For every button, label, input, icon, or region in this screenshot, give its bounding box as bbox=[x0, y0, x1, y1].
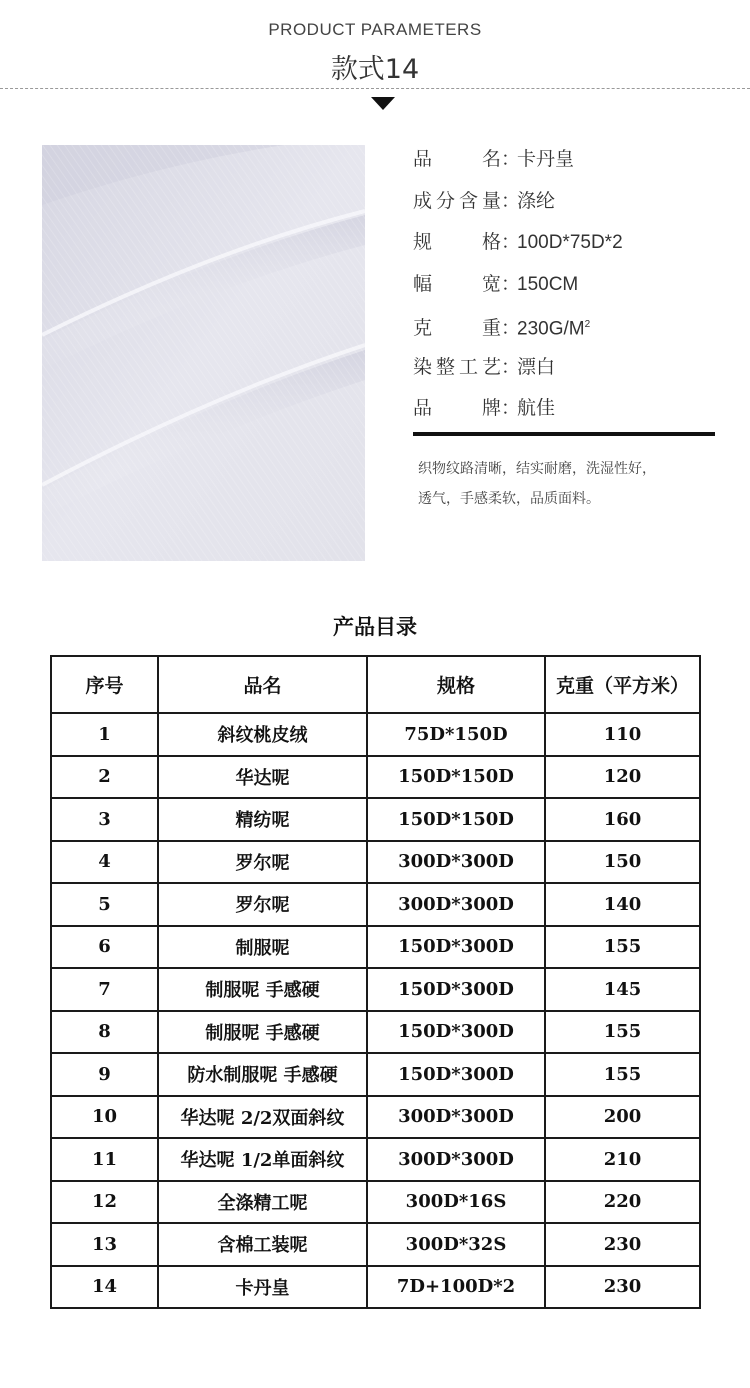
param-colon: ： bbox=[501, 397, 521, 419]
cell-spec: 150D*300D bbox=[367, 968, 545, 1011]
param-label: 幅宽 bbox=[413, 272, 501, 295]
param-colon: ： bbox=[501, 231, 521, 253]
param-row-weight bbox=[413, 308, 733, 350]
cell-name: 含棉工装呢 bbox=[158, 1223, 367, 1266]
cell-weight: 230 bbox=[545, 1223, 700, 1266]
cell-weight: 230 bbox=[545, 1266, 700, 1309]
cell-spec: 7D+100D*2 bbox=[367, 1266, 545, 1309]
cell-weight: 210 bbox=[545, 1138, 700, 1181]
cell-name: 精纺呢 bbox=[158, 798, 367, 841]
table-row bbox=[51, 1223, 700, 1266]
cell-index: 2 bbox=[51, 756, 158, 799]
param-row-spec bbox=[413, 225, 733, 267]
description-line: 透气，手感柔软，品质面料。 bbox=[418, 491, 600, 507]
table-row bbox=[51, 1011, 700, 1054]
cell-weight: 145 bbox=[545, 968, 700, 1011]
catalog-title: 产品目录 bbox=[333, 614, 417, 639]
cell-index: 8 bbox=[51, 1011, 158, 1054]
cell-name: 全涤精工呢 bbox=[158, 1181, 367, 1224]
cell-weight: 110 bbox=[545, 713, 700, 756]
param-value bbox=[517, 308, 590, 346]
header-spec: 规格 bbox=[367, 656, 545, 713]
header-title-en: PRODUCT PARAMETERS bbox=[268, 20, 482, 39]
param-value: 涤纶 bbox=[517, 190, 556, 212]
cell-spec: 300D*16S bbox=[367, 1181, 545, 1224]
table-row bbox=[51, 756, 700, 799]
cell-spec: 150D*300D bbox=[367, 1053, 545, 1096]
cell-name: 华达呢 bbox=[158, 756, 367, 799]
param-value: 漂白 bbox=[517, 356, 556, 378]
param-row-finishing bbox=[413, 350, 733, 392]
table-header-row bbox=[51, 656, 700, 713]
cell-weight: 200 bbox=[545, 1096, 700, 1139]
cell-index: 7 bbox=[51, 968, 158, 1011]
param-label: 品名 bbox=[413, 148, 501, 170]
product-description bbox=[418, 454, 718, 514]
param-colon: ： bbox=[501, 272, 521, 295]
param-divider bbox=[413, 432, 715, 436]
cell-name: 制服呢 手感硬 bbox=[158, 1011, 367, 1054]
param-row-brand bbox=[413, 391, 733, 433]
cell-index: 1 bbox=[51, 713, 158, 756]
cell-index: 4 bbox=[51, 841, 158, 884]
cell-name: 防水制服呢 手感硬 bbox=[158, 1053, 367, 1096]
table-row bbox=[51, 798, 700, 841]
cell-spec: 75D*150D bbox=[367, 713, 545, 756]
param-label: 成分含量 bbox=[413, 189, 501, 212]
header-name: 品名 bbox=[158, 656, 367, 713]
param-colon: ： bbox=[501, 317, 521, 340]
table-row bbox=[51, 841, 700, 884]
cell-weight: 160 bbox=[545, 798, 700, 841]
table-row bbox=[51, 1181, 700, 1224]
param-value: 航佳 bbox=[517, 398, 556, 419]
cell-weight: 155 bbox=[545, 1053, 700, 1096]
header-index: 序号 bbox=[51, 656, 158, 713]
table-row bbox=[51, 1138, 700, 1181]
cell-name: 制服呢 bbox=[158, 926, 367, 969]
table-row bbox=[51, 1053, 700, 1096]
cell-spec: 300D*300D bbox=[367, 1096, 545, 1139]
table-row bbox=[51, 883, 700, 926]
cell-name: 罗尔呢 bbox=[158, 883, 367, 926]
cell-weight: 150 bbox=[545, 841, 700, 884]
product-catalog-table bbox=[50, 655, 701, 1309]
param-value: 100D*75D*2 bbox=[517, 232, 623, 253]
cell-index: 11 bbox=[51, 1138, 158, 1181]
cell-spec: 300D*32S bbox=[367, 1223, 545, 1266]
description-line: 织物纹路清晰，结实耐磨，洗湿性好， bbox=[418, 461, 656, 477]
cell-index: 13 bbox=[51, 1223, 158, 1266]
cell-name: 罗尔呢 bbox=[158, 841, 367, 884]
cell-weight: 140 bbox=[545, 883, 700, 926]
param-label: 克重 bbox=[413, 317, 501, 340]
cell-spec: 300D*300D bbox=[367, 1138, 545, 1181]
cell-name: 卡丹皇 bbox=[158, 1266, 367, 1309]
cell-spec: 300D*300D bbox=[367, 841, 545, 884]
param-value: 150CM bbox=[517, 273, 579, 295]
param-row-name bbox=[413, 142, 733, 184]
cell-name: 华达呢 2/2双面斜纹 bbox=[158, 1096, 367, 1139]
table-row bbox=[51, 1266, 700, 1309]
cell-spec: 300D*300D bbox=[367, 883, 545, 926]
page-header bbox=[0, 0, 750, 120]
table-row bbox=[51, 968, 700, 1011]
parameter-list bbox=[413, 142, 733, 433]
param-value-superscript: 2 bbox=[584, 319, 591, 330]
triangle-down-icon bbox=[371, 97, 395, 110]
header-title-cn: 款式14 bbox=[330, 54, 420, 85]
param-label: 品牌 bbox=[413, 397, 501, 419]
cell-name: 制服呢 手感硬 bbox=[158, 968, 367, 1011]
dashed-divider bbox=[0, 88, 750, 89]
cell-name: 华达呢 1/2单面斜纹 bbox=[158, 1138, 367, 1181]
table-row bbox=[51, 926, 700, 969]
cell-weight: 220 bbox=[545, 1181, 700, 1224]
table-row bbox=[51, 1096, 700, 1139]
cell-index: 9 bbox=[51, 1053, 158, 1096]
param-colon: ： bbox=[501, 148, 521, 170]
cell-spec: 150D*150D bbox=[367, 798, 545, 841]
cell-index: 6 bbox=[51, 926, 158, 969]
cell-index: 14 bbox=[51, 1266, 158, 1309]
param-label: 规格 bbox=[413, 231, 501, 253]
fabric-photo bbox=[42, 145, 365, 561]
cell-weight: 155 bbox=[545, 926, 700, 969]
cell-weight: 120 bbox=[545, 756, 700, 799]
param-colon: ： bbox=[501, 189, 521, 212]
cell-index: 12 bbox=[51, 1181, 158, 1224]
cell-index: 3 bbox=[51, 798, 158, 841]
param-value: 卡丹皇 bbox=[517, 149, 575, 170]
cell-spec: 150D*300D bbox=[367, 1011, 545, 1054]
param-colon: ： bbox=[501, 355, 521, 378]
cell-weight: 155 bbox=[545, 1011, 700, 1054]
cell-index: 10 bbox=[51, 1096, 158, 1139]
cell-name: 斜纹桃皮绒 bbox=[158, 713, 367, 756]
cell-index: 5 bbox=[51, 883, 158, 926]
param-row-width bbox=[413, 267, 733, 309]
header-weight: 克重（平方米） bbox=[545, 656, 700, 713]
param-label: 染整工艺 bbox=[413, 355, 501, 378]
cell-spec: 150D*150D bbox=[367, 756, 545, 799]
param-value-text: 230G/M bbox=[517, 318, 585, 340]
param-row-composition bbox=[413, 184, 733, 226]
cell-spec: 150D*300D bbox=[367, 926, 545, 969]
table-row bbox=[51, 713, 700, 756]
fabric-image bbox=[42, 145, 365, 561]
